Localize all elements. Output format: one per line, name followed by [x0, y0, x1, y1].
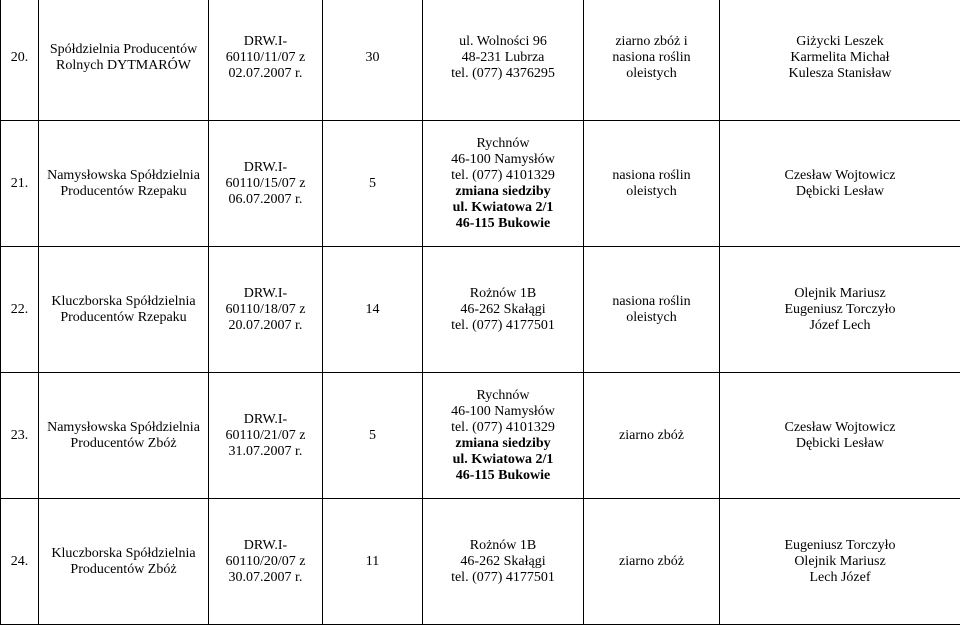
board-members-cell — [720, 247, 960, 373]
address-cell — [423, 373, 584, 499]
decision-line: DRW.I- — [243, 537, 288, 553]
persons-line: Giżycki Leszek — [796, 33, 884, 49]
address-change-line: zmiana siedziby — [455, 183, 551, 199]
address-cell — [423, 247, 584, 373]
address-cell — [423, 499, 584, 625]
address-change-line: ul. Kwiatowa 2/1 — [452, 199, 554, 215]
row-number-cell — [1, 499, 39, 625]
member-count-cell — [323, 247, 423, 373]
persons-line: Czesław Wojtowicz — [784, 167, 896, 183]
persons-line: Karmelita Michał — [790, 49, 890, 65]
product-line: ziarno zbóż — [619, 553, 684, 569]
persons-line: Kulesza Stanisław — [788, 65, 892, 81]
name-line: Kluczborska Spółdzielnia — [51, 545, 196, 561]
address-line: tel. (077) 4101329 — [451, 419, 555, 435]
decision-number-cell — [209, 121, 323, 247]
name-line: Namysłowska Spółdzielnia — [47, 167, 200, 183]
cooperative-name-cell — [39, 247, 209, 373]
address-line: 46-262 Skałągi — [460, 301, 546, 317]
board-members-cell — [720, 499, 960, 625]
persons-line: Eugeniusz Torczyło — [784, 301, 896, 317]
table-row — [1, 499, 960, 625]
decision-line: 06.07.2007 r. — [228, 191, 303, 207]
member-count-cell — [323, 499, 423, 625]
decision-line: 60110/11/07 z — [225, 49, 306, 65]
product-line: oleistych — [626, 65, 677, 81]
address-change-line: ul. Kwiatowa 2/1 — [452, 451, 554, 467]
table-row — [1, 373, 960, 499]
product-line: nasiona roślin — [612, 49, 691, 65]
row-number-cell — [1, 247, 39, 373]
product-line: oleistych — [626, 183, 677, 199]
name-line: Producentów Rzepaku — [60, 309, 187, 325]
row-number-cell — [1, 0, 39, 121]
product-cell — [584, 373, 720, 499]
persons-line: Józef Lech — [809, 317, 871, 333]
number-value: 24. — [10, 553, 29, 569]
address-line: tel. (077) 4101329 — [451, 167, 555, 183]
product-cell — [584, 121, 720, 247]
product-cell — [584, 499, 720, 625]
decision-line: 60110/20/07 z — [225, 553, 306, 569]
address-line: Rychnów — [476, 135, 530, 151]
cooperative-name-cell — [39, 0, 209, 121]
table-row — [1, 0, 960, 121]
number-value: 22. — [10, 301, 29, 317]
persons-line: Dębicki Lesław — [795, 183, 885, 199]
address-line: tel. (077) 4376295 — [451, 65, 555, 81]
address-cell — [423, 121, 584, 247]
product-line: ziarno zbóż i — [615, 33, 688, 49]
number-value: 20. — [10, 49, 29, 65]
address-line: ul. Wolności 96 — [459, 33, 547, 49]
product-cell — [584, 0, 720, 121]
member-count-cell — [323, 121, 423, 247]
members-value: 5 — [369, 427, 376, 443]
decision-number-cell — [209, 247, 323, 373]
cooperative-name-cell — [39, 373, 209, 499]
persons-line: Lech Józef — [809, 569, 871, 585]
name-line: Producentów Zbóż — [70, 561, 177, 577]
cooperative-name-cell — [39, 121, 209, 247]
address-change-line: 46-115 Bukowie — [455, 215, 551, 231]
member-count-cell — [323, 373, 423, 499]
decision-number-cell — [209, 373, 323, 499]
address-line: 46-100 Namysłów — [451, 151, 555, 167]
decision-line: DRW.I- — [243, 33, 288, 49]
decision-number-cell — [209, 499, 323, 625]
name-line: Producentów Zbóż — [70, 435, 177, 451]
registry-table-body — [1, 0, 960, 625]
row-number-cell — [1, 373, 39, 499]
persons-line: Czesław Wojtowicz — [784, 419, 896, 435]
product-line: nasiona roślin — [612, 293, 691, 309]
members-value: 30 — [365, 49, 380, 65]
decision-line: 30.07.2007 r. — [228, 569, 303, 585]
board-members-cell — [720, 373, 960, 499]
cooperative-name-cell — [39, 499, 209, 625]
persons-line: Dębicki Lesław — [795, 435, 885, 451]
decision-line: DRW.I- — [243, 159, 288, 175]
persons-line: Olejnik Mariusz — [794, 285, 886, 301]
product-line: oleistych — [626, 309, 677, 325]
member-count-cell — [323, 0, 423, 121]
address-change-line: 46-115 Bukowie — [455, 467, 551, 483]
number-value: 21. — [10, 175, 29, 191]
members-value: 11 — [365, 553, 380, 569]
address-line: Rożnów 1B — [469, 285, 537, 301]
product-cell — [584, 247, 720, 373]
members-value: 5 — [369, 175, 376, 191]
board-members-cell — [720, 0, 960, 121]
table-row — [1, 121, 960, 247]
address-cell — [423, 0, 584, 121]
name-line: Kluczborska Spółdzielnia — [51, 293, 196, 309]
address-line: 48-231 Lubrza — [461, 49, 545, 65]
name-line: Spółdzielnia Producentów — [49, 41, 198, 57]
decision-line: DRW.I- — [243, 411, 288, 427]
table-row — [1, 247, 960, 373]
board-members-cell — [720, 121, 960, 247]
address-line: 46-100 Namysłów — [451, 403, 555, 419]
decision-number-cell — [209, 0, 323, 121]
persons-line: Eugeniusz Torczyło — [784, 537, 896, 553]
row-number-cell — [1, 121, 39, 247]
address-change-line: zmiana siedziby — [455, 435, 551, 451]
number-value: 23. — [10, 427, 29, 443]
name-line: Rolnych DYTMARÓW — [56, 57, 191, 73]
address-line: 46-262 Skałągi — [460, 553, 546, 569]
persons-line: Olejnik Mariusz — [794, 553, 886, 569]
product-line: nasiona roślin — [612, 167, 691, 183]
members-value: 14 — [365, 301, 380, 317]
decision-line: 02.07.2007 r. — [228, 65, 303, 81]
address-line: tel. (077) 4177501 — [451, 317, 555, 333]
decision-line: DRW.I- — [243, 285, 288, 301]
decision-line: 20.07.2007 r. — [228, 317, 303, 333]
name-line: Producentów Rzepaku — [60, 183, 187, 199]
address-line: Rożnów 1B — [469, 537, 537, 553]
address-line: tel. (077) 4177501 — [451, 569, 555, 585]
name-line: Namysłowska Spółdzielnia — [47, 419, 200, 435]
product-line: ziarno zbóż — [619, 427, 684, 443]
decision-line: 60110/15/07 z — [225, 175, 306, 191]
address-line: Rychnów — [476, 387, 530, 403]
decision-line: 60110/18/07 z — [225, 301, 306, 317]
decision-line: 31.07.2007 r. — [228, 443, 303, 459]
decision-line: 60110/21/07 z — [225, 427, 306, 443]
